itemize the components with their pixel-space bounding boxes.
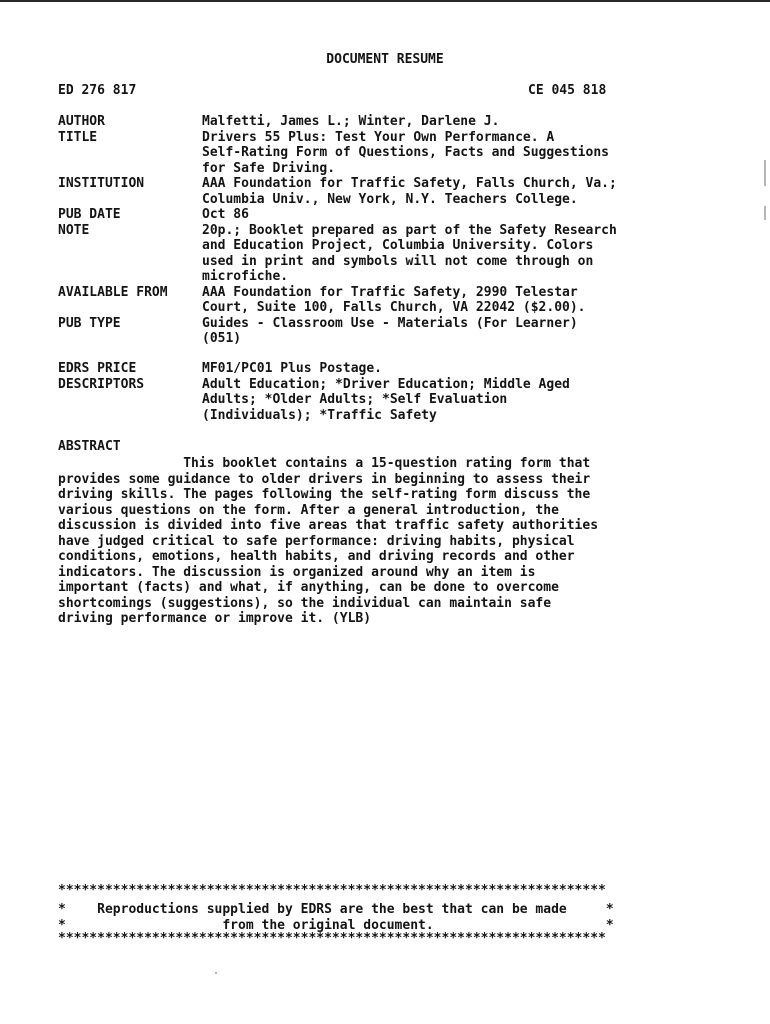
footer-star-border-top: **********************************************************************: [58, 883, 606, 898]
field-label-pub-type: PUB TYPE: [58, 315, 121, 331]
field-label-title: TITLE: [58, 129, 98, 145]
scan-mark-right-1: [764, 160, 766, 186]
field-value-note: 20p.; Booklet prepared as part of the Safety Research and Education Project, Columbia University. Colors used in print and symbols will not come through on microfiche.: [202, 222, 617, 284]
field-label-edrs-price: EDRS PRICE: [58, 361, 137, 376]
abstract-text: This booklet contains a 15-question rating form that provides some guidance to older drivers in beginning to assess their driving skills. The pages following the self-rating form discuss the various questions on the form. After a general introduction, the discussion is divided into five areas that traffic safety authorities have judged critical to safe performance: driving habits, physical conditions, emotions, health habits, and driving records and other indicators. The discussion is organized around why an item is important (facts) and what, if anything, can be done to overcome shortcomings (suggestions), so the individual can maintain safe driving performance or improve it. (YLB): [58, 456, 599, 626]
field-label-note: NOTE: [58, 222, 90, 238]
field-label-available-from: AVAILABLE FROM: [58, 284, 168, 300]
field-value-title: Drivers 55 Plus: Test Your Own Performance. A Self-Rating Form of Questions, Facts and Suggestions for Safe Driving.: [202, 129, 609, 176]
field-value-institution: AAA Foundation for Traffic Safety, Falls Church, Va.; Columbia Univ., New York, N.Y. Teachers College.: [202, 176, 617, 207]
footer-notice-line-2: * from the original document. *: [58, 917, 614, 933]
field-value-descriptors: Adult Education; *Driver Education; Middle Aged Adults; *Older Adults; *Self Evaluation (Individuals); *Traffic Safety: [202, 376, 570, 423]
scan-edge-line: [0, 0, 770, 2]
field-value-pub-date: Oct 86: [202, 207, 249, 222]
footer-notice-line-1: * Reproductions supplied by EDRS are the best that can be made *: [58, 902, 614, 917]
field-label-author: AUTHOR: [58, 114, 105, 129]
abstract-label: ABSTRACT: [58, 439, 121, 454]
field-value-edrs-price: MF01/PC01 Plus Postage.: [202, 361, 383, 376]
field-value-pub-type: Guides - Classroom Use - Materials (For Learner) (051): [202, 315, 578, 346]
ed-number: ED 276 817: [58, 83, 137, 98]
field-value-available-from: AAA Foundation for Traffic Safety, 2990 Telestar Court, Suite 100, Falls Church, VA 22042 ($2.00).: [202, 284, 586, 315]
scan-dot: [215, 972, 217, 974]
field-value-author: Malfetti, James L.; Winter, Darlene J.: [202, 114, 500, 129]
scan-mark-right-2: [764, 206, 766, 220]
ce-number: CE 045 818: [528, 83, 607, 98]
document-title: DOCUMENT RESUME: [326, 52, 444, 67]
footer-star-border-bottom: **********************************************************************: [58, 931, 606, 946]
field-label-pub-date: PUB DATE: [58, 207, 121, 222]
field-label-institution: INSTITUTION: [58, 176, 145, 191]
field-label-descriptors: DESCRIPTORS: [58, 376, 145, 392]
